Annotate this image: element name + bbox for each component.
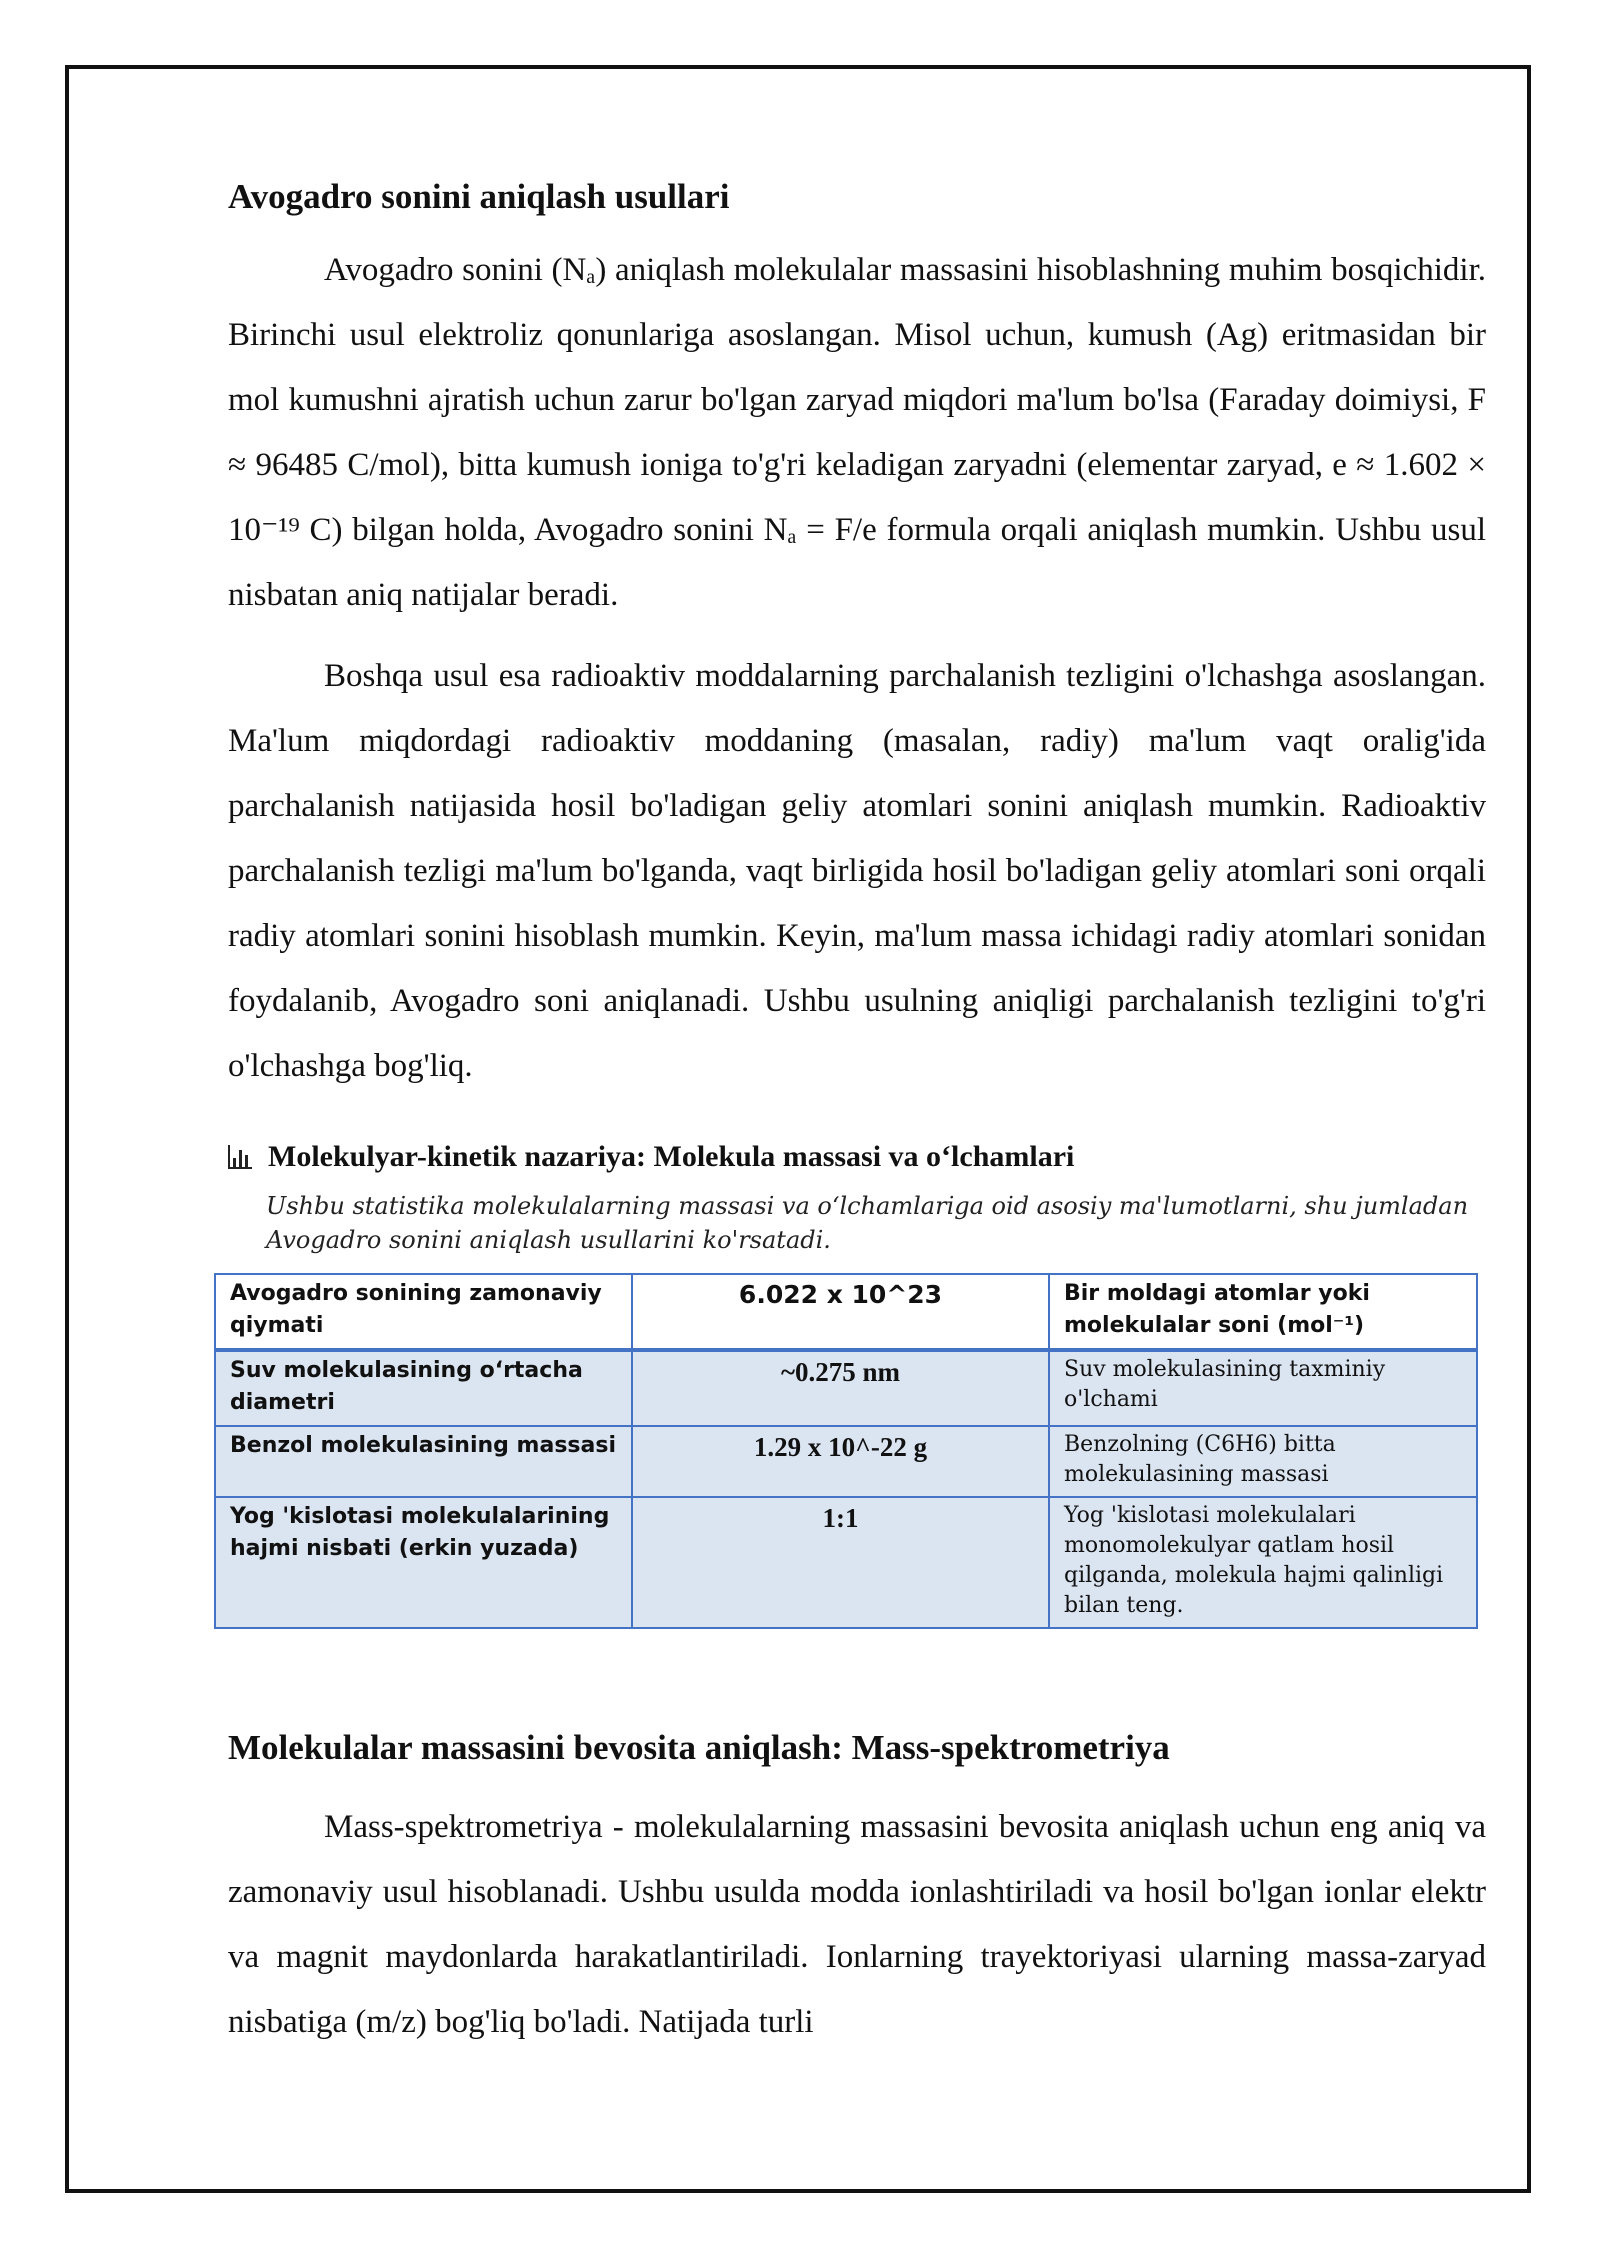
table-cell-value: 1.29 x 10^-22 g [632,1426,1049,1497]
table-row [215,1274,1477,1350]
table-cell-label: Suv molekulasining o‘rtacha diametri [215,1350,632,1426]
statistics-description: Ushbu statistika molekulalarning massasi va o‘lchamlariga oid asosiy ma'lumotlarni, shu jumladan Avogadro sonini aniqlash usullarini ko'rsatadi. [266,1192,1469,1254]
document-body [228,170,1486,2055]
statistics-title-text: Molekulyar-kinetik nazariya: Molekula massasi va o‘lchamlari [268,1140,1075,1173]
table-row [215,1426,1477,1497]
table-cell-value: 1:1 [632,1497,1049,1628]
table-cell-note: Suv molekulasining taxminiy o'lchami [1049,1350,1477,1426]
table-cell-value: ~0.275 nm [632,1350,1049,1426]
paragraph-radioactive-method: Boshqa usul esa radioaktiv moddalarning parchalanish tezligini o'lchashga asoslangan. Ma'lum miqdordagi radioaktiv moddaning (masalan, radiy) ma'lum vaqt oralig'ida parchalanish natijasida hosil bo'ladigan geliy atomlari sonini aniqlash mumkin. Radioaktiv parchalanish tezligi ma'lum bo'lganda, vaqt birligida hosil bo'ladigan geliy atomlari soni orqali radiy atomlari sonini hisoblash mumkin. Keyin, ma'lum massa ichidagi radiy atomlari sonidan foydalanib, Avogadro soni aniqlanadi. Ushbu usulning aniqligi parchalanish tezligini to'g'ri o'lchashga bog'liq. [228,658,1486,1084]
table-row [215,1350,1477,1426]
section-heading-mass-spectrometry: Molekulalar massasini bevosita aniqlash: Mass-spektrometriya [228,1728,1170,1767]
paragraph-electrolysis-method: Avogadro sonini (Nₐ) aniqlash molekulalar massasini hisoblashning muhim bosqichidir. Birinchi usul elektroliz qonunlariga asoslangan. Misol uchun, kumush (Ag) eritmasidan bir mol kumushni ajratish uchun zarur bo'lgan zaryad miqdori ma'lum bo'lsa (Faraday doimiysi, F ≈ 96485 C/mol), bitta kumush ioniga to'g'ri keladigan zaryadni (elementar zaryad, e ≈ 1.602 × 10⁻¹⁹ C) bilgan holda, Avogadro sonini Nₐ = F/e formula orqali aniqlash mumkin. Ushbu usul nisbatan aniq natijalar beradi. [228,252,1486,613]
table-cell-note: Yog 'kislotasi molekulalari monomolekulyar qatlam hosil qilganda, molekula hajmi qalinligi bilan teng. [1049,1497,1477,1628]
section-heading-avogadro: Avogadro sonini aniqlash usullari [228,177,730,216]
table-cell-note: Benzolning (C6H6) bitta molekulasining massasi [1049,1426,1477,1497]
table-cell-note: Bir moldagi atomlar yoki molekulalar soni (mol⁻¹) [1049,1274,1477,1350]
table-cell-value: 6.022 x 10^23 [632,1274,1049,1350]
table-row [215,1497,1477,1628]
table-cell-label: Yog 'kislotasi molekulalarining hajmi nisbati (erkin yuzada) [215,1497,632,1628]
statistics-title [228,1137,1486,1177]
paragraph-mass-spectrometry: Mass-spektrometriya - molekulalarning massasini bevosita aniqlash uchun eng aniq va zamonaviy usul hisoblanadi. Ushbu usulda modda ionlashtiriladi va hosil bo'lgan ionlar elektr va magnit maydonlarda harakatlantiriladi. Ionlarning trayektoriyasi ularning massa-zaryad nisbatiga (m/z) bog'liq bo'ladi. Natijada turli [228,1809,1486,2040]
table-cell-label: Benzol molekulasining massasi [215,1426,632,1497]
table-cell-label: Avogadro sonining zamonaviy qiymati [215,1274,632,1350]
statistics-table [214,1273,1478,1629]
bar-chart-icon [228,1145,252,1169]
